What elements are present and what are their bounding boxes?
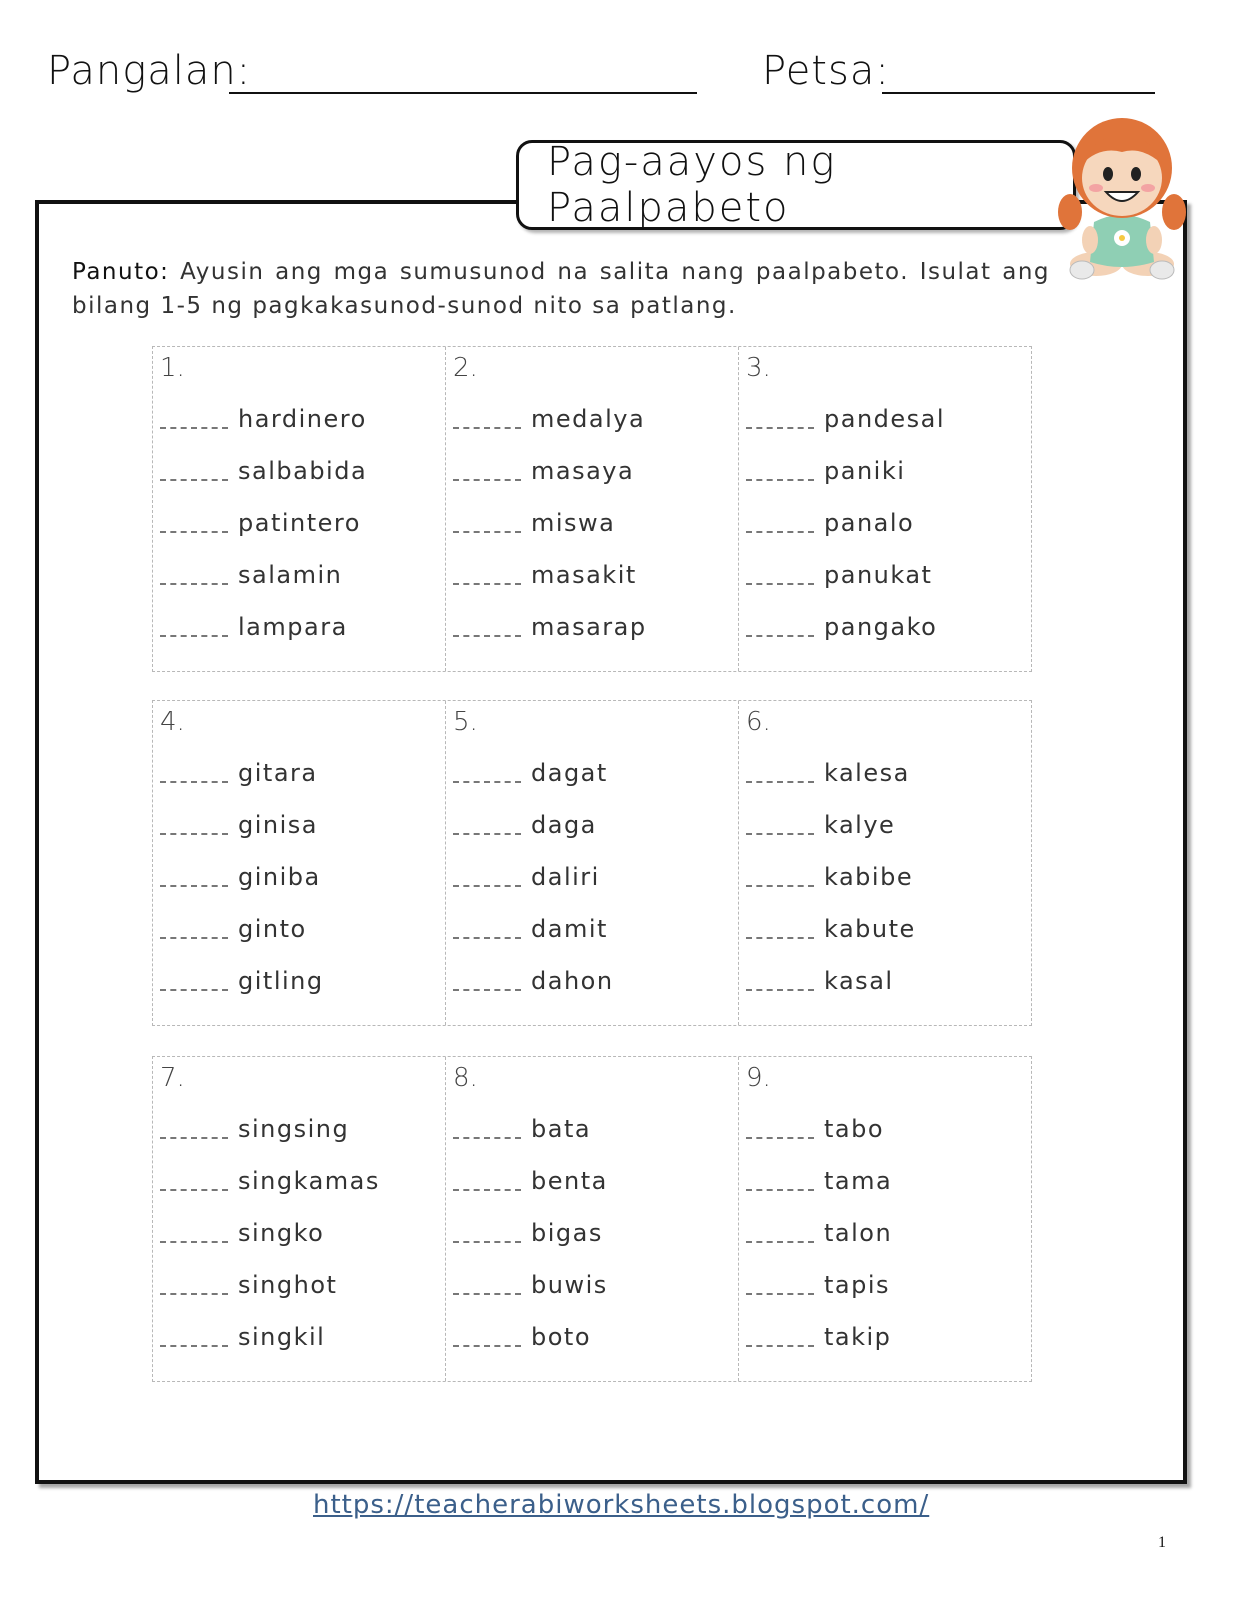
name-line[interactable] [229,92,697,94]
word: singsing [238,1115,350,1143]
answer-blank[interactable] [453,989,521,991]
list-item [746,457,905,485]
answer-blank[interactable] [746,1293,814,1295]
list-item [746,1219,892,1247]
list-item [453,509,615,537]
list-item [160,1167,380,1195]
answer-blank[interactable] [453,1137,521,1139]
word: ginisa [238,811,318,839]
word: kalye [824,811,896,839]
list-item [453,1115,591,1143]
word: bata [531,1115,592,1143]
word: patintero [238,509,361,537]
answer-blank[interactable] [160,1345,228,1347]
word: singhot [238,1271,338,1299]
date-line[interactable] [882,92,1155,94]
list-item [453,457,634,485]
answer-blank[interactable] [746,635,814,637]
list-item [746,1167,892,1195]
answer-blank[interactable] [453,1189,521,1191]
answer-blank[interactable] [746,427,814,429]
list-item [160,759,318,787]
list-item [453,613,647,641]
word: panukat [824,561,933,589]
set-number: 6. [746,707,771,737]
list-item [746,915,916,943]
word: kasal [824,967,894,995]
list-item [160,863,321,891]
answer-blank[interactable] [453,583,521,585]
word: benta [531,1167,608,1195]
word-set-9 [739,1057,1031,1381]
answer-blank[interactable] [746,781,814,783]
answer-blank[interactable] [160,885,228,887]
word: bigas [531,1219,603,1247]
word: pangako [824,613,938,641]
answer-blank[interactable] [453,1345,521,1347]
word: salamin [238,561,343,589]
word-group-row-2 [152,700,1032,1026]
list-item [453,915,608,943]
word: daliri [531,863,600,891]
word: takip [824,1323,892,1351]
answer-blank[interactable] [453,1293,521,1295]
word: tabo [824,1115,885,1143]
list-item [453,561,637,589]
word-set-4 [153,701,446,1025]
word: tapis [824,1271,891,1299]
worksheet-title: Pag-aayos ng Paalpabeto [547,139,837,231]
answer-blank[interactable] [746,583,814,585]
answer-blank[interactable] [160,1241,228,1243]
word-set-7 [153,1057,446,1381]
list-item [453,1323,591,1351]
word: boto [531,1323,592,1351]
answer-blank[interactable] [746,937,814,939]
list-item [453,1219,603,1247]
answer-blank[interactable] [453,885,521,887]
list-item [160,967,324,995]
word: paniki [824,457,906,485]
word: masarap [531,613,647,641]
word: pandesal [824,405,946,433]
word-set-2 [446,347,739,671]
answer-blank[interactable] [160,989,228,991]
word: gitara [238,759,318,787]
answer-blank[interactable] [453,781,521,783]
set-number: 2. [453,353,478,383]
list-item [160,915,307,943]
list-item [746,759,910,787]
list-item [453,1167,608,1195]
word: dahon [531,967,614,995]
answer-blank[interactable] [453,531,521,533]
answer-blank[interactable] [746,1189,814,1191]
word: dagat [531,759,608,787]
list-item [746,1115,884,1143]
word: singkil [238,1323,326,1351]
list-item [746,811,895,839]
list-item [160,405,367,433]
word: hardinero [238,405,367,433]
title-tab [516,140,1076,230]
answer-blank[interactable] [160,1189,228,1191]
list-item [453,863,600,891]
word: giniba [238,863,321,891]
list-item [746,509,914,537]
answer-blank[interactable] [453,1241,521,1243]
word: daga [531,811,597,839]
list-item [453,811,597,839]
answer-blank[interactable] [453,427,521,429]
word: buwis [531,1271,608,1299]
set-number: 3. [746,353,771,383]
set-number: 5. [453,707,478,737]
list-item [746,613,937,641]
girl-illustration [1056,112,1188,290]
list-item [746,1271,890,1299]
list-item [746,561,932,589]
set-number: 4. [160,707,185,737]
word: lampara [238,613,348,641]
list-item [746,863,913,891]
instructions-text: Ayusin ang mga sumusunod na salita nang paalpabeto. Isulat ang bilang 1-5 ng pagkakasunod-sunod nito sa patlang. [72,259,1050,319]
set-number: 9. [746,1063,771,1093]
answer-blank[interactable] [746,885,814,887]
page-number: 1 [1158,1534,1166,1551]
answer-blank[interactable] [746,833,814,835]
footer-link[interactable]: https://teacherabiworksheets.blogspot.com/ [313,1490,930,1520]
answer-blank[interactable] [746,531,814,533]
word: kabute [824,915,916,943]
word: talon [824,1219,893,1247]
list-item [160,613,348,641]
set-number: 8. [453,1063,478,1093]
list-item [160,1219,324,1247]
answer-blank[interactable] [160,531,228,533]
set-number: 7. [160,1063,185,1093]
list-item [746,405,945,433]
name-label: Pangalan: [47,48,252,94]
list-item [160,509,361,537]
list-item [453,967,614,995]
list-item [160,1115,349,1143]
word-set-3 [739,347,1031,671]
word: masakit [531,561,637,589]
answer-blank[interactable] [746,1241,814,1243]
word-set-6 [739,701,1031,1025]
answer-blank[interactable] [453,635,521,637]
word: masaya [531,457,635,485]
answer-blank[interactable] [160,427,228,429]
answer-blank[interactable] [160,1293,228,1295]
word: panalo [824,509,915,537]
word: salbabida [238,457,368,485]
answer-blank[interactable] [453,479,521,481]
list-item [160,811,318,839]
list-item [160,561,342,589]
answer-blank[interactable] [160,833,228,835]
instructions [72,255,1050,323]
word: kalesa [824,759,910,787]
word: singkamas [238,1167,380,1195]
list-item [160,1323,325,1351]
answer-blank[interactable] [746,1137,814,1139]
list-item [453,759,608,787]
list-item [160,1271,337,1299]
list-item [746,1323,891,1351]
list-item [453,1271,608,1299]
word: kabibe [824,863,914,891]
answer-blank[interactable] [160,1137,228,1139]
answer-blank[interactable] [160,583,228,585]
answer-blank[interactable] [746,989,814,991]
answer-blank[interactable] [160,635,228,637]
answer-blank[interactable] [746,479,814,481]
word: medalya [531,405,646,433]
list-item [453,405,645,433]
instructions-label: Panuto: [72,259,170,285]
answer-blank[interactable] [160,479,228,481]
answer-blank[interactable] [160,781,228,783]
word: miswa [531,509,616,537]
word: ginto [238,915,307,943]
word: tama [824,1167,893,1195]
word-set-1 [153,347,446,671]
list-item [160,457,367,485]
word-set-5 [446,701,739,1025]
list-item [746,967,894,995]
word-group-row-1 [152,346,1032,672]
date-label: Petsa: [762,48,890,94]
word: damit [531,915,608,943]
answer-blank[interactable] [746,1345,814,1347]
word: gitling [238,967,324,995]
word-group-row-3 [152,1056,1032,1382]
word: singko [238,1219,325,1247]
word-set-8 [446,1057,739,1381]
answer-blank[interactable] [453,833,521,835]
answer-blank[interactable] [453,937,521,939]
set-number: 1. [160,353,185,383]
answer-blank[interactable] [160,937,228,939]
